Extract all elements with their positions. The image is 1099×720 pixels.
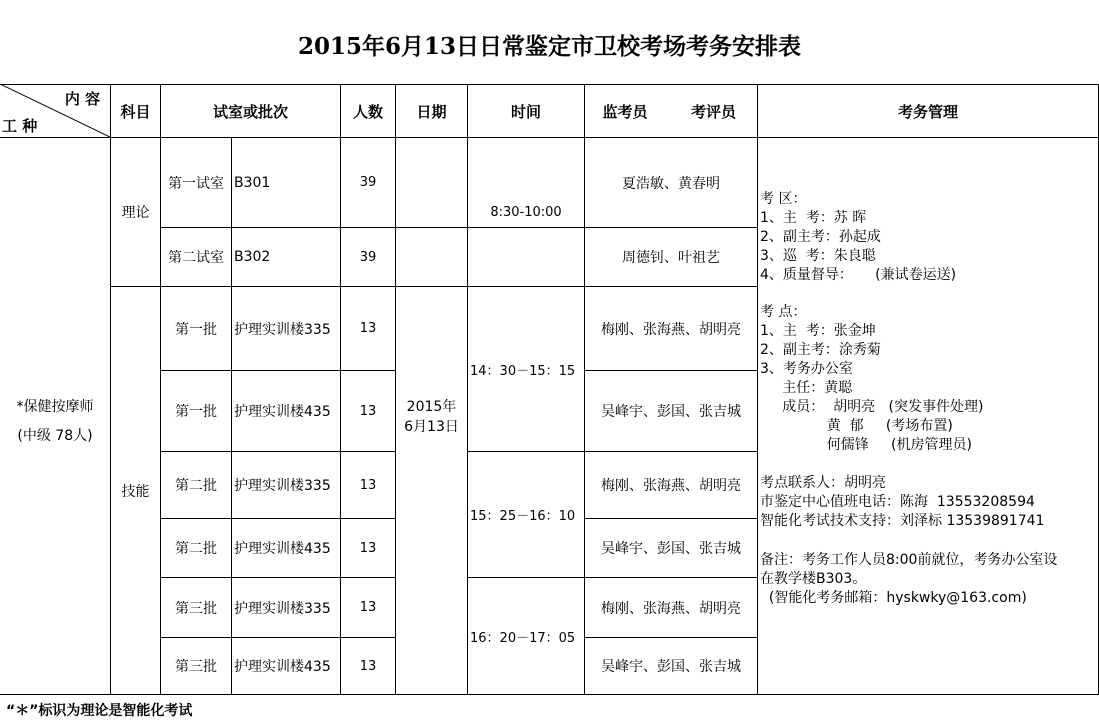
- room-cell: Β302: [234, 249, 271, 265]
- staff-cell: 梅刚、张海燕、胡明亮: [601, 478, 741, 494]
- room-cell: 护理实训楼335: [234, 478, 331, 494]
- footnote: “＊”标识为理论是智能化考试: [6, 703, 193, 719]
- job-level: (中级 78人): [17, 428, 93, 444]
- count-cell: 13: [359, 403, 377, 419]
- room-cell: 护理实训楼335: [234, 321, 331, 338]
- time-slot: 14：30－15：15: [470, 363, 576, 379]
- rule: [0, 694, 1099, 695]
- batch-cell: 第一批: [175, 321, 217, 338]
- staff-cell: 吴峰宇、彭国、张吉城: [601, 541, 741, 557]
- subject-skill: 技能: [121, 483, 150, 500]
- room-cell: 护理实训楼435: [234, 541, 331, 557]
- time-slot: 16：20－17：05: [470, 630, 576, 646]
- count-cell: 13: [359, 321, 377, 336]
- header-job-type: 工 种: [2, 116, 38, 135]
- room-cell: Β301: [234, 174, 271, 191]
- management-notes: 备注：考务工作人员8:00前就位，考务办公室设 在教学楼Β303。 (智能化考务邮箱：hyskwky@163.com): [760, 552, 1058, 606]
- staff-cell: 梅刚、张海燕、胡明亮: [601, 600, 741, 617]
- header-content: 内 容: [64, 89, 101, 108]
- batch-cell: 第二试室: [168, 250, 224, 266]
- rule: [395, 84, 396, 694]
- count-cell: 13: [359, 600, 377, 615]
- staff-cell: 梅刚、张海燕、胡明亮: [601, 321, 741, 338]
- header-time: 时间: [510, 102, 541, 121]
- management-contacts: 考点联系人：胡明亮 市鉴定中心值班电话：陈海 13553208594 智能化考试技术支持：刘泽标 13539891741: [760, 475, 1045, 529]
- staff-cell: 吴峰宇、彭国、张吉城: [601, 404, 741, 420]
- batch-cell: 第三批: [175, 600, 217, 617]
- staff-cell: 吴峰宇、彭国、张吉城: [601, 659, 741, 675]
- exam-date-line2: 6月13日: [404, 419, 459, 435]
- header-proctor: 监考员: [602, 102, 648, 121]
- header-room: 试室或批次: [212, 102, 288, 121]
- staff-cell: 夏浩敏、黄春明: [622, 175, 720, 192]
- time-slot: 8:30-10:00: [490, 204, 562, 220]
- rule: [757, 84, 758, 694]
- batch-cell: 第一批: [175, 404, 217, 420]
- count-cell: 39: [359, 175, 377, 190]
- management-site: 考 点： 1、主 考：张金坤 2、副主考：涂秀菊 3、考务办公室 主任：黄聪 成员： 胡明亮 (突发事件处理) 黄 郁 (考场布置) 何儒锋 (机房管理员): [760, 304, 984, 453]
- job-type: *保健按摩师: [16, 399, 94, 415]
- header-subject: 科目: [120, 102, 151, 121]
- count-cell: 39: [359, 249, 377, 265]
- page-title: 2015年6月13日日常鉴定市卫校考场考务安排表: [297, 33, 802, 60]
- subject-theory: 理论: [121, 205, 150, 221]
- time-slot: 15：25－16：10: [470, 509, 576, 524]
- header-evaluator: 考评员: [690, 102, 736, 121]
- header-date: 日期: [416, 102, 447, 121]
- management-area: 考 区： 1、主 考：苏 晖 2、副主考：孙起成 3、巡 考：朱良聪 4、质量督导： (兼试卷运送): [760, 191, 957, 283]
- room-cell: 护理实训楼435: [234, 404, 331, 420]
- staff-cell: 周德钊、叶祖艺: [622, 250, 720, 266]
- header-count: 人数: [352, 102, 383, 121]
- batch-cell: 第三批: [175, 659, 217, 675]
- count-cell: 13: [359, 658, 377, 674]
- count-cell: 13: [359, 477, 377, 493]
- room-cell: 护理实训楼435: [234, 659, 331, 675]
- batch-cell: 第一试室: [168, 175, 224, 192]
- batch-cell: 第二批: [175, 541, 217, 557]
- header-management: 考务管理: [897, 102, 958, 121]
- exam-date-line1: 2015年: [406, 399, 457, 415]
- room-cell: 护理实训楼335: [234, 600, 331, 617]
- batch-cell: 第二批: [175, 478, 217, 494]
- count-cell: 13: [359, 540, 377, 556]
